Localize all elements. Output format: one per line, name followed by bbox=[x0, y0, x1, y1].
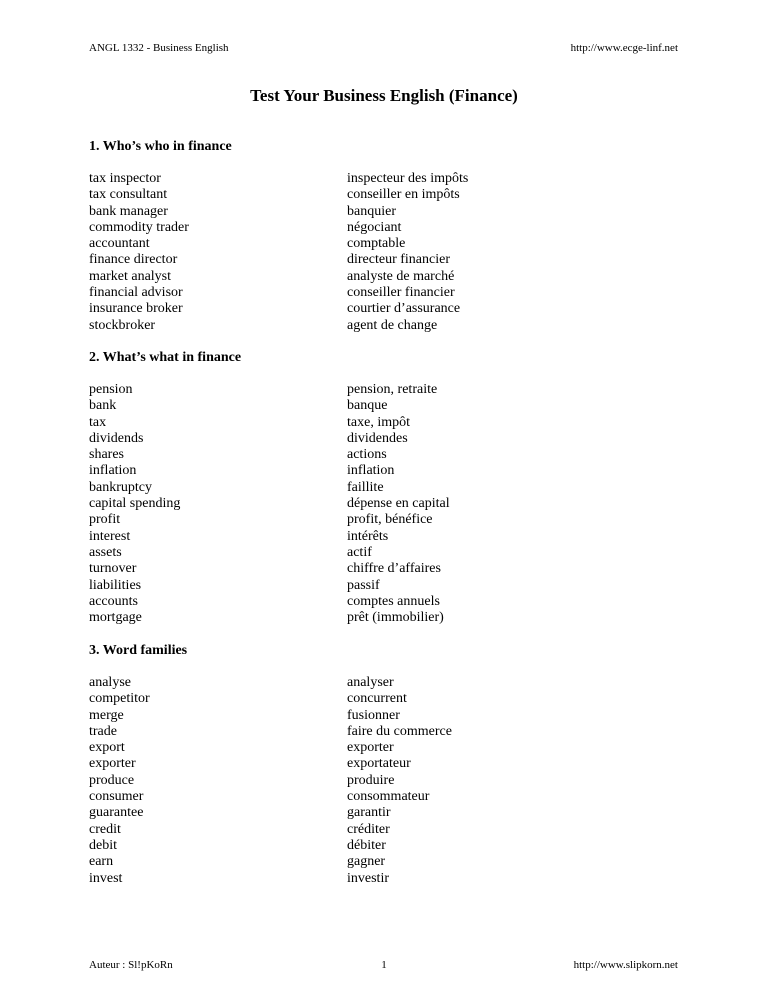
french-term: garantir bbox=[347, 805, 391, 821]
french-term: actions bbox=[347, 447, 387, 463]
french-term: passif bbox=[347, 577, 380, 593]
header-url: http://www.ecge-linf.net bbox=[570, 42, 678, 54]
french-term: inspecteur des impôts bbox=[347, 171, 469, 186]
footer-author: Auteur : Sl!pKoRn bbox=[89, 959, 173, 971]
section-2-english-list bbox=[89, 382, 180, 626]
french-term: analyste de marché bbox=[347, 268, 455, 284]
english-term: tax inspector bbox=[89, 171, 161, 186]
english-term: shares bbox=[89, 447, 124, 463]
french-term: dépense en capital bbox=[347, 496, 450, 512]
section-heading-whats-what: 2. What’s what in finance bbox=[89, 350, 242, 365]
section-1-english-list bbox=[89, 171, 189, 334]
english-term: competitor bbox=[89, 691, 150, 707]
english-term: liabilities bbox=[89, 577, 142, 593]
english-term: tax consultant bbox=[89, 187, 168, 203]
french-term: fusionner bbox=[347, 707, 400, 723]
french-term: agent de change bbox=[347, 317, 438, 333]
french-term: conseiller financier bbox=[347, 285, 455, 301]
english-term: stockbroker bbox=[89, 317, 156, 333]
french-term: intérêts bbox=[347, 528, 389, 544]
english-term: produce bbox=[89, 772, 135, 788]
english-term: profit bbox=[89, 512, 121, 528]
french-term: consommateur bbox=[347, 789, 430, 805]
english-term: accounts bbox=[89, 593, 138, 609]
french-term: concurrent bbox=[347, 691, 407, 707]
english-term: bank bbox=[89, 398, 117, 414]
english-term: bankruptcy bbox=[89, 479, 152, 495]
english-term: commodity trader bbox=[89, 219, 189, 235]
english-term: debit bbox=[89, 837, 117, 853]
header-course: ANGL 1332 - Business English bbox=[89, 42, 229, 54]
french-term: exporter bbox=[347, 740, 394, 756]
english-term: earn bbox=[89, 854, 114, 870]
english-term: invest bbox=[89, 870, 123, 886]
section-1-french-list bbox=[347, 171, 468, 334]
section-2-french-list bbox=[347, 382, 450, 626]
english-term: inflation bbox=[89, 463, 137, 479]
english-term: dividends bbox=[89, 430, 144, 446]
french-term: créditer bbox=[347, 821, 390, 837]
english-term: mortgage bbox=[89, 610, 142, 626]
french-term: négociant bbox=[347, 219, 402, 235]
english-term: insurance broker bbox=[89, 301, 183, 317]
english-term: market analyst bbox=[89, 268, 172, 284]
english-term: trade bbox=[89, 723, 117, 739]
english-term: pension bbox=[89, 382, 133, 397]
french-term: directeur financier bbox=[347, 252, 450, 268]
french-term: pension, retraite bbox=[347, 382, 438, 397]
section-3-french-list bbox=[347, 675, 452, 887]
french-term: produire bbox=[347, 772, 395, 788]
footer-page-number: 1 bbox=[381, 959, 387, 971]
english-term: financial advisor bbox=[89, 285, 183, 301]
english-term: analyse bbox=[89, 675, 131, 690]
french-term: investir bbox=[347, 870, 389, 886]
english-term: guarantee bbox=[89, 805, 144, 821]
section-3-english-list bbox=[89, 675, 150, 887]
french-term: profit, bénéfice bbox=[347, 512, 433, 528]
english-term: export bbox=[89, 740, 125, 756]
french-term: faillite bbox=[347, 479, 384, 495]
french-term: exportateur bbox=[347, 756, 411, 772]
french-term: gagner bbox=[347, 854, 386, 870]
french-term: banque bbox=[347, 398, 388, 414]
english-term: exporter bbox=[89, 756, 136, 772]
english-term: consumer bbox=[89, 789, 144, 805]
french-term: conseiller en impôts bbox=[347, 187, 460, 203]
french-term: chiffre d’affaires bbox=[347, 561, 441, 577]
french-term: dividendes bbox=[347, 430, 408, 446]
english-term: tax bbox=[89, 414, 107, 430]
english-term: credit bbox=[89, 821, 121, 837]
french-term: analyser bbox=[347, 675, 394, 690]
page-title: Test Your Business English (Finance) bbox=[250, 86, 518, 105]
french-term: débiter bbox=[347, 837, 386, 853]
french-term: courtier d’assurance bbox=[347, 301, 461, 317]
english-term: interest bbox=[89, 528, 131, 544]
french-term: comptable bbox=[347, 236, 406, 252]
english-term: merge bbox=[89, 707, 124, 723]
french-term: faire du commerce bbox=[347, 723, 452, 739]
english-term: finance director bbox=[89, 252, 178, 268]
english-term: turnover bbox=[89, 561, 137, 577]
french-term: taxe, impôt bbox=[347, 414, 410, 430]
section-heading-word-families: 3. Word families bbox=[89, 643, 188, 658]
english-term: accountant bbox=[89, 236, 150, 252]
english-term: assets bbox=[89, 544, 122, 560]
english-term: capital spending bbox=[89, 496, 181, 512]
french-term: banquier bbox=[347, 203, 396, 219]
section-heading-whos-who: 1. Who’s who in finance bbox=[89, 139, 232, 154]
footer-url: http://www.slipkorn.net bbox=[573, 959, 678, 971]
french-term: actif bbox=[347, 544, 372, 560]
french-term: comptes annuels bbox=[347, 593, 440, 609]
english-term: bank manager bbox=[89, 203, 168, 219]
french-term: inflation bbox=[347, 463, 395, 479]
french-term: prêt (immobilier) bbox=[347, 610, 444, 626]
